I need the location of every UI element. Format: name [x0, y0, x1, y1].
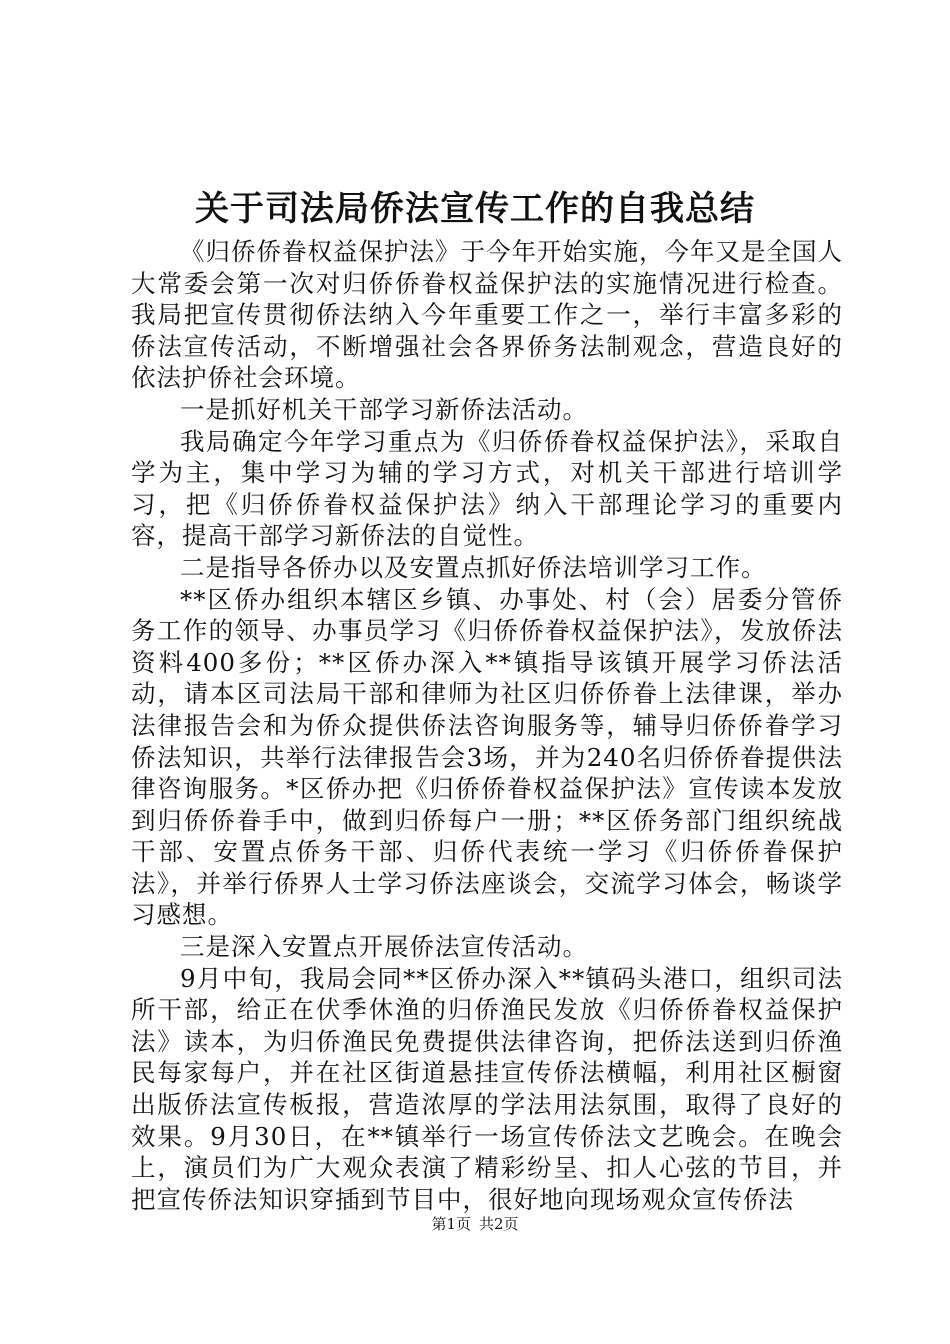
- page-number: 第1页: [431, 1215, 471, 1233]
- section-heading-1: 一是抓好机关干部学习新侨法活动。: [180, 394, 588, 424]
- paragraph-section-3: 9月中旬，我局会同**区侨办深入**镇码头港口，组织司法所干部，给正在伏季休渔的归侨渔民发放《归侨侨眷权益保护法》读本，为归侨渔民免费提供法律咨询，把侨法送到归侨渔民每家每户，并在社区街道悬挂宣传侨法横幅，利用社区橱窗出版侨法宣传板报，营造浓厚的学法用法氛围，取得了良好的效果。9月30日，在**镇举行一场宣传侨法文艺晚会。在晚会上，演员们为广大观众表演了精彩纷呈、扣人心弦的节目，并把宣传侨法知识穿插到节目中，很好地向现场观众宣传侨法: [131, 963, 843, 1214]
- section-heading-3: 三是深入安置点开展侨法宣传活动。: [180, 932, 588, 962]
- paragraph-intro: 《归侨侨眷权益保护法》于今年开始实施，今年又是全国人大常委会第一次对归侨侨眷权益保护法的实施情况进行检查。我局把宣传贯彻侨法纳入今年重要工作之一，举行丰富多彩的侨法宣传活动，不断增强社会各界侨务法制观念，营造良好的依法护侨社会环境。: [131, 237, 843, 393]
- paragraph-section-1: 我局确定今年学习重点为《归侨侨眷权益保护法》，采取自学为主，集中学习为辅的学习方式，对机关干部进行培训学习，把《归侨侨眷权益保护法》纳入干部理论学习的重要内容，提高干部学习新侨法的自觉性。: [131, 426, 843, 551]
- page-footer: [0, 1214, 950, 1234]
- page-total: 共2页: [479, 1215, 519, 1233]
- document-body: [131, 236, 843, 1215]
- paragraph-section-2: **区侨办组织本辖区乡镇、办事处、村（会）居委分管侨务工作的领导、办事员学习《归侨侨眷权益保护法》，发放侨法资料400多份；**区侨办深入**镇指导该镇开展学习侨法活动，请本区司法局干部和律师为社区归侨侨眷上法律课，举办法律报告会和为侨众提供侨法咨询服务等，辅导归侨侨眷学习侨法知识，共举行法律报告会3场，并为240名归侨侨眷提供法律咨询服务。*区侨办把《归侨侨眷权益保护法》宣传读本发放到归侨侨眷手中，做到归侨每户一册；**区侨务部门组织统战干部、安置点侨务干部、归侨代表统一学习《归侨侨眷保护法》，并举行侨界人士学习侨法座谈会，交流学习体会，畅谈学习感想。: [131, 584, 843, 930]
- section-heading-2: 二是指导各侨办以及安置点抓好侨法培训学习工作。: [180, 552, 767, 582]
- document-title: 关于司法局侨法宣传工作的自我总结: [195, 189, 755, 229]
